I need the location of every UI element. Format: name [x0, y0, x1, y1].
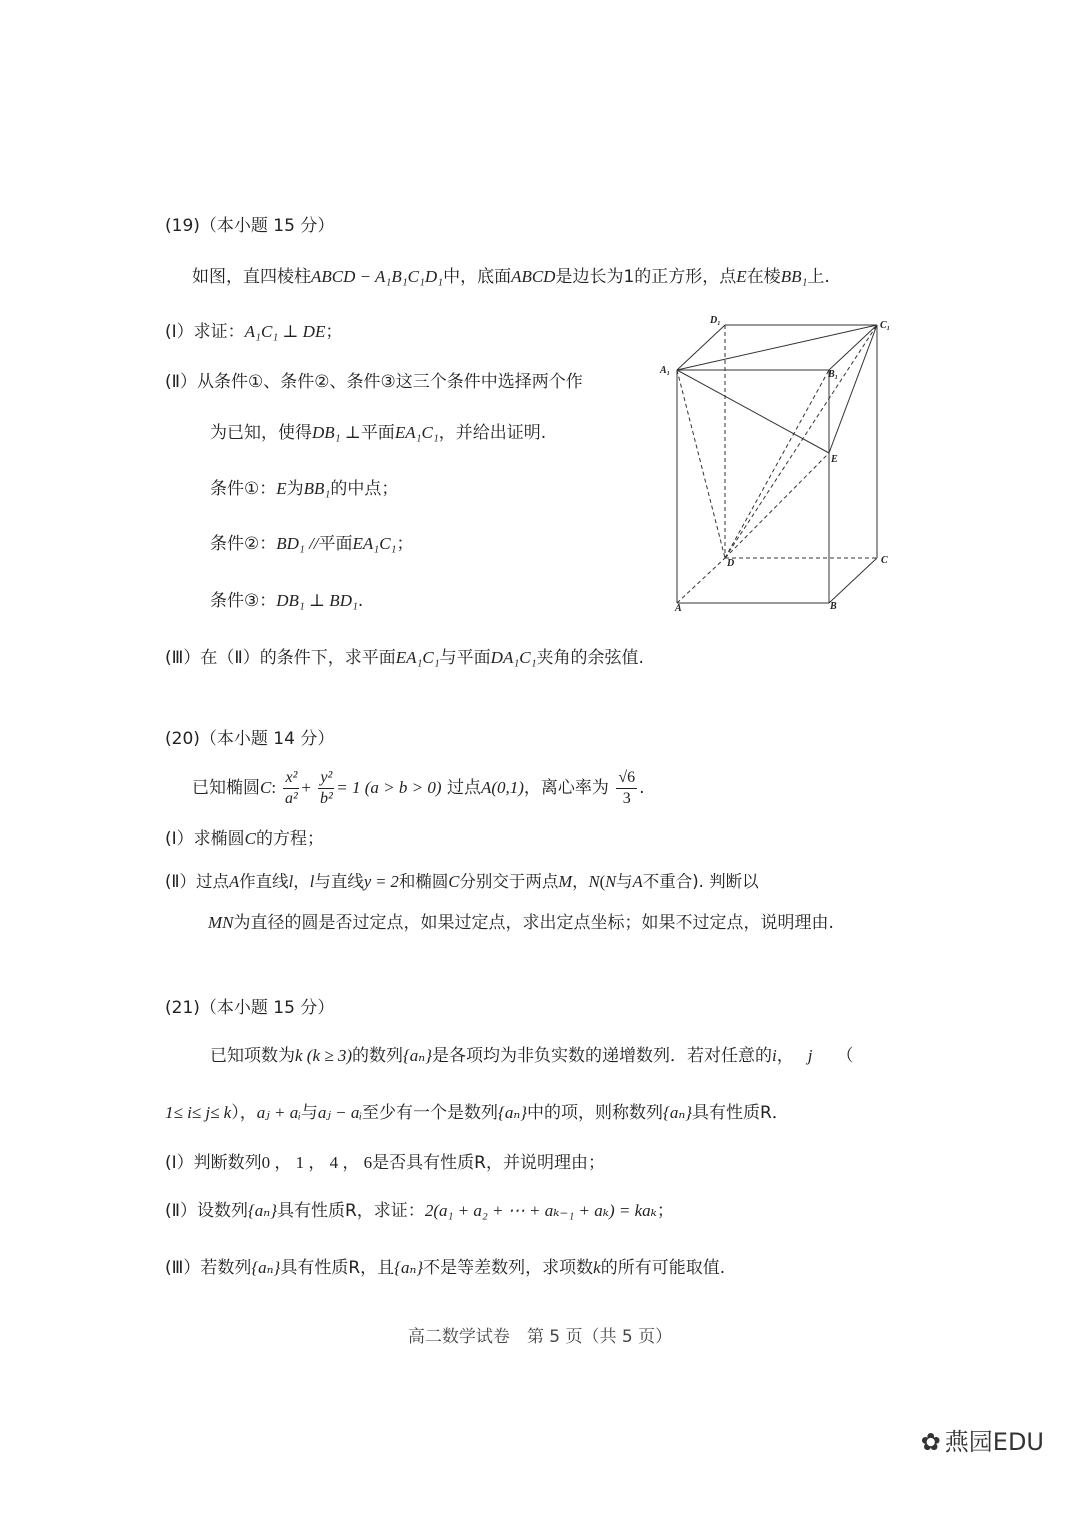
label-A1: A₁	[660, 365, 671, 376]
label-D1: D₁	[710, 315, 721, 326]
edge-C1-E	[829, 325, 877, 453]
q21-intro-line2: 1≤ i≤ j≤ k），aⱼ + aᵢ与aⱼ − aᵢ至少有一个是数列{aₙ}中的项，则称数列{aₙ}具有性质R．	[165, 1103, 789, 1123]
q19-condition-3: 条件③：DB₁ ⊥ BD₁.	[210, 591, 364, 611]
q21-part1: (Ⅰ）判断数列0 ， 1 ， 4 ， 6是否具有性质R，并说明理由；	[165, 1153, 605, 1173]
page-footer: 高二数学试卷 第 5 页（共 5 页）	[407, 1327, 673, 1347]
edge-B-C	[829, 558, 877, 603]
label-A: A	[675, 603, 682, 614]
fraction-eccentricity: $\frac{√6}{3}$	[618, 768, 636, 807]
q19-condition-2: 条件②：BD₁ //平面EA₁C₁；	[210, 534, 414, 554]
q19-part1: (Ⅰ）求证：A₁C₁ ⊥ DE；	[165, 322, 343, 342]
label-E: E	[831, 454, 838, 465]
edge-A1-D1	[677, 325, 725, 370]
watermark-text: 燕园EDU	[944, 1428, 1044, 1456]
q19-part2-line1: (Ⅱ）从条件①、条件②、条件③这三个条件中选择两个作	[165, 372, 583, 392]
label-B1: B₁	[828, 369, 839, 380]
q19-heading: (19)（本小题 15 分）	[165, 216, 335, 236]
wechat-logo-icon: ✿	[920, 1428, 941, 1456]
fraction-y-over-b: $\frac{\text{y²}}{\text{b²}}$	[319, 768, 333, 807]
label-C: C	[881, 555, 888, 566]
edge-A1-E	[677, 370, 829, 453]
fraction-x-over-a: $\frac{\text{x²}}{\text{a²}}$	[285, 768, 298, 807]
watermark	[921, 1422, 1044, 1457]
prism-figure	[650, 308, 910, 618]
edge-D-E	[725, 453, 829, 558]
q20-part2-line2: MN为直径的圆是否过定点，如果过定点，求出定点坐标；如果不过定点，说明理由.	[208, 913, 834, 933]
label-D: D	[727, 558, 735, 569]
q19-intro: 如图，直四棱柱ABCD − A₁B₁C₁D₁中，底面ABCD是边长为1的正方形，点E在棱BB₁上.	[192, 267, 830, 287]
q20-part2-line1: (Ⅱ）过点A作直线l，l与直线y = 2和椭圆C分别交于两点M，N(N与A不重合). 判断以	[165, 872, 759, 891]
edge-A1-D	[677, 370, 725, 558]
label-C1: C₁	[880, 320, 891, 331]
edge-A-D	[677, 558, 725, 603]
edge-B1-C1	[829, 325, 877, 370]
q21-part2: (Ⅱ）设数列{aₙ}具有性质R，求证：2(a₁ + a₂ + ⋯ + aₖ₋₁ + aₖ) = kaₖ；	[165, 1201, 674, 1221]
q21-intro-line1: 已知项数为k (k ≥ 3)的数列{aₙ}是各项均为非负实数的递增数列．若对任意的i， j （	[210, 1046, 854, 1066]
q21-part3: (Ⅲ）若数列{aₙ}具有性质R，且{aₙ}不是等差数列，求项数k的所有可能取值.	[165, 1258, 726, 1278]
q19-part2-line2: 为已知，使得DB₁ ⊥平面EA₁C₁，并给出证明.	[210, 423, 547, 443]
edge-D-C1	[725, 325, 877, 558]
q20-part1: (Ⅰ）求椭圆C的方程；	[165, 829, 324, 849]
q19-condition-1: 条件①：E为BB₁的中点；	[210, 479, 399, 499]
edge-D-B1	[725, 370, 829, 558]
label-B: B	[830, 601, 837, 612]
q19-part3: (Ⅲ）在（Ⅱ）的条件下，求平面EA₁C₁与平面DA₁C₁夹角的余弦值.	[165, 648, 644, 668]
q21-heading: (21)（本小题 15 分）	[165, 998, 335, 1018]
q20-intro: 已知椭圆C: $\frac{\text{x²}}{\text{a²}}$ + $\frac{\text{y²}}{\text{b²}}$ = 1 (a > b > 0) 过点A(0,1)，离心率为 $\frac{√6}{3}$ .	[192, 768, 645, 807]
edge-A1-C1	[677, 325, 877, 370]
q20-heading: (20)（本小题 14 分）	[165, 729, 335, 749]
